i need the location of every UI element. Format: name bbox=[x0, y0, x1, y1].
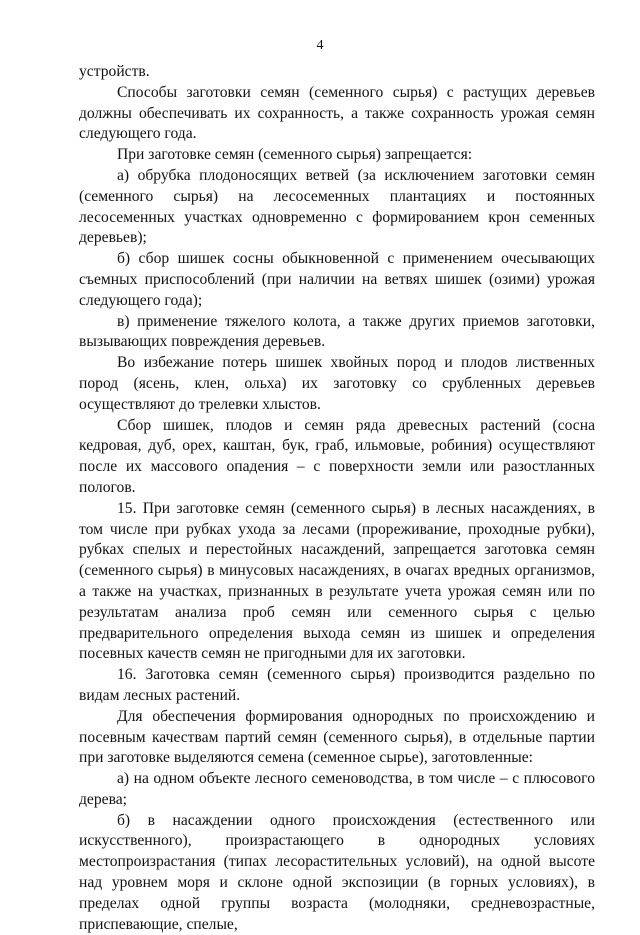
page-number: 4 bbox=[316, 38, 324, 53]
paragraph-felled-trees: Во избежание потерь шишек хвойных пород и плодов лиственных пород (ясень, клен, ольха) их заготовку со срубленных деревьев осуществляют до трелевки хлыстов. bbox=[79, 354, 595, 413]
list-item-b-cone-collection: б) сбор шишек сосны обыкновенной с применением очесывающих съемных приспособлений (при наличии на ветвях шишек (озими) урожая следующего года); bbox=[79, 250, 595, 309]
paragraph-continuation: устройств. bbox=[79, 63, 150, 80]
list-item-v-heavy-mallet: в) применение тяжелого колота, а также других приемов заготовки, вызывающих повреждения деревьев. bbox=[79, 312, 595, 351]
document-body bbox=[79, 62, 595, 935]
list-item-a-single-site: а) на одном объекте лесного семеноводства, в том числе – с плюсового дерева; bbox=[79, 770, 595, 808]
paragraph-prohibited-intro: При заготовке семян (семенного сырья) запрещается: bbox=[117, 146, 473, 164]
paragraph-section-15: 15. При заготовке семян (семенного сырья) в лесных насаждениях, в том числе при рубках ухода за лесами (прореживание, проходные рубки), рубках спелых и перестойных насаждений, запрещается заготовка семян (семенного сырья) в минусовых насаждениях, в очагах вредных организмов, а также на участках, признанных в результате учета урожая семян или по результатам анализа проб семян или семенного сырья с целью предварительного определения выхода семян из шишек и определения посевных качеств семян не пригодными для их заготовки. bbox=[79, 499, 595, 663]
paragraph-homogeneous-lots: Для обеспечения формирования однородных по происхождению и посевным качествам партий семян (семенного сырья), в отдельные партии при заготовке выделяются семена (семенное сырье), заготовленные: bbox=[79, 707, 595, 767]
paragraph-ground-collection: Сбор шишек, плодов и семян ряда древесных растений (сосна кедровая, дуб, орех, каштан, бук, граб, ильмовые, робиния) осуществляют после их массового опадения – с поверхности земли или разостланных пологов. bbox=[79, 416, 595, 496]
paragraph-section-16: 16. Заготовка семян (семенного сырья) производится раздельно по видам лесных растений. bbox=[79, 666, 595, 704]
list-item-a-branch-cutting: а) обрубка плодоносящих ветвей (за исключением заготовки семян (семенного сырья) на лесосеменных плантациях и постоянных лесосеменных участках одновременно с формированием крон семенных деревьев); bbox=[79, 166, 595, 247]
list-item-b-single-origin: б) в насаждении одного происхождения (естественного или искусственного), произрастающего в однородных условиях местопроизрастания (типах лесорастительных условий), на одной высоте над уровнем моря и склоне одной экспозиции (в горных условиях), в пределах одной группы возраста (молодняки, средневозрастные, приспевающие, спелые, bbox=[79, 811, 595, 933]
paragraph-harvest-methods: Способы заготовки семян (семенного сырья) с растущих деревьев должны обеспечивать их сохранность, а также сохранность урожая семян следующего года. bbox=[79, 83, 595, 143]
